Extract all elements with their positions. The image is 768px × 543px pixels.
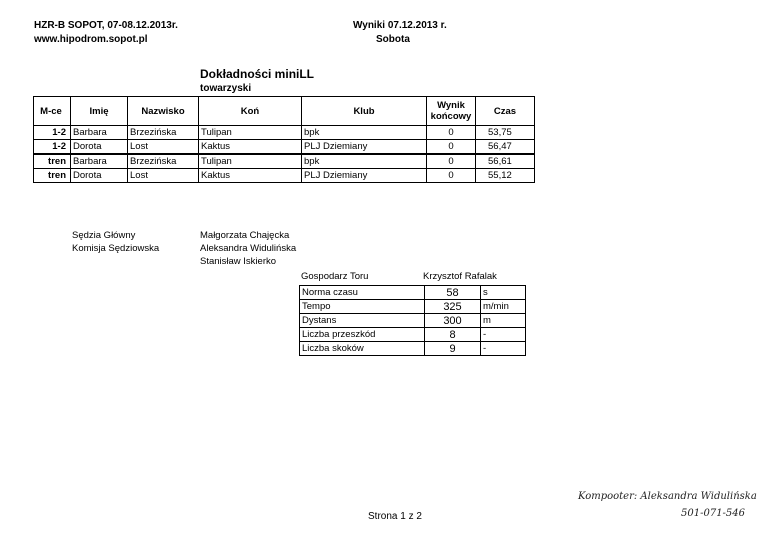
param-row <box>300 286 526 300</box>
cell-club: bpk <box>302 126 427 140</box>
param-label: Tempo <box>300 300 425 314</box>
cell-horse: Kaktus <box>199 169 302 183</box>
cell-club: PLJ Dziemiany <box>302 169 427 183</box>
col-club: Klub <box>302 97 427 126</box>
jury-label: Komisja Sędziowska <box>72 243 160 254</box>
cell-horse: Tulipan <box>199 154 302 169</box>
cell-horse: Kaktus <box>199 140 302 155</box>
col-place: M-ce <box>34 97 71 126</box>
competition-type: towarzyski <box>200 83 252 94</box>
col-first-name: Imię <box>71 97 128 126</box>
event-title: HZR-B SOPOT, 07-08.12.2013r. <box>34 20 178 31</box>
results-day: Sobota <box>376 34 410 45</box>
chief-judge-label: Sędzia Główny <box>72 230 136 241</box>
param-label: Liczba skoków <box>300 342 425 356</box>
param-label: Norma czasu <box>300 286 425 300</box>
cell-time: 56,47 <box>476 140 535 155</box>
param-value: 325 <box>425 300 481 314</box>
param-value: 58 <box>425 286 481 300</box>
cell-place: tren <box>34 169 71 183</box>
cell-last-name: Brzezińska <box>128 126 199 140</box>
course-designer-label: Gospodarz Toru <box>301 271 369 282</box>
param-row <box>300 300 526 314</box>
table-row <box>34 126 535 140</box>
cell-first-name: Dorota <box>71 169 128 183</box>
chief-judge-name: Małgorzata Chajęcka <box>200 230 290 241</box>
cell-first-name: Barbara <box>71 154 128 169</box>
table-row <box>34 140 535 155</box>
jury-member-2: Stanisław Iskierko <box>200 256 277 267</box>
param-row <box>300 314 526 328</box>
param-unit: - <box>481 342 526 356</box>
col-time: Czas <box>476 97 535 126</box>
param-row <box>300 342 526 356</box>
cell-last-name: Lost <box>128 140 199 155</box>
cell-score: 0 <box>427 140 476 155</box>
cell-club: PLJ Dziemiany <box>302 140 427 155</box>
param-unit: m <box>481 314 526 328</box>
cell-last-name: Brzezińska <box>128 154 199 169</box>
website-link[interactable]: www.hipodrom.sopot.pl <box>34 34 148 45</box>
param-label: Dystans <box>300 314 425 328</box>
cell-first-name: Barbara <box>71 126 128 140</box>
col-last-name: Nazwisko <box>128 97 199 126</box>
cell-time: 56,61 <box>476 154 535 169</box>
cell-score: 0 <box>427 169 476 183</box>
course-parameters-table <box>299 285 526 356</box>
cell-horse: Tulipan <box>199 126 302 140</box>
results-table <box>33 96 535 183</box>
cell-place: 1-2 <box>34 140 71 155</box>
param-label: Liczba przeszkód <box>300 328 425 342</box>
param-row <box>300 328 526 342</box>
cell-time: 53,75 <box>476 126 535 140</box>
page-number: Strona 1 z 2 <box>368 511 422 522</box>
results-date: Wyniki 07.12.2013 r. <box>353 20 447 31</box>
jury-member-1: Aleksandra Widulińska <box>200 243 297 254</box>
col-horse: Koń <box>199 97 302 126</box>
col-score: Wynik końcowy <box>427 97 476 126</box>
param-unit: s <box>481 286 526 300</box>
cell-score: 0 <box>427 126 476 140</box>
cell-place: tren <box>34 154 71 169</box>
cell-last-name: Lost <box>128 169 199 183</box>
cell-score: 0 <box>427 154 476 169</box>
cell-club: bpk <box>302 154 427 169</box>
param-unit: - <box>481 328 526 342</box>
cell-place: 1-2 <box>34 126 71 140</box>
param-value: 8 <box>425 328 481 342</box>
composer-phone: 501-071-546 <box>681 508 746 519</box>
composer-credit: Kompooter: Aleksandra Widulińska <box>578 491 757 502</box>
param-value: 300 <box>425 314 481 328</box>
cell-time: 55,12 <box>476 169 535 183</box>
competition-title: Dokładności miniLL <box>200 67 315 81</box>
param-value: 9 <box>425 342 481 356</box>
table-row <box>34 169 535 183</box>
cell-first-name: Dorota <box>71 140 128 155</box>
course-designer-name: Krzysztof Rafalak <box>423 271 497 282</box>
table-row <box>34 154 535 169</box>
param-unit: m/min <box>481 300 526 314</box>
results-header-row <box>34 97 535 126</box>
